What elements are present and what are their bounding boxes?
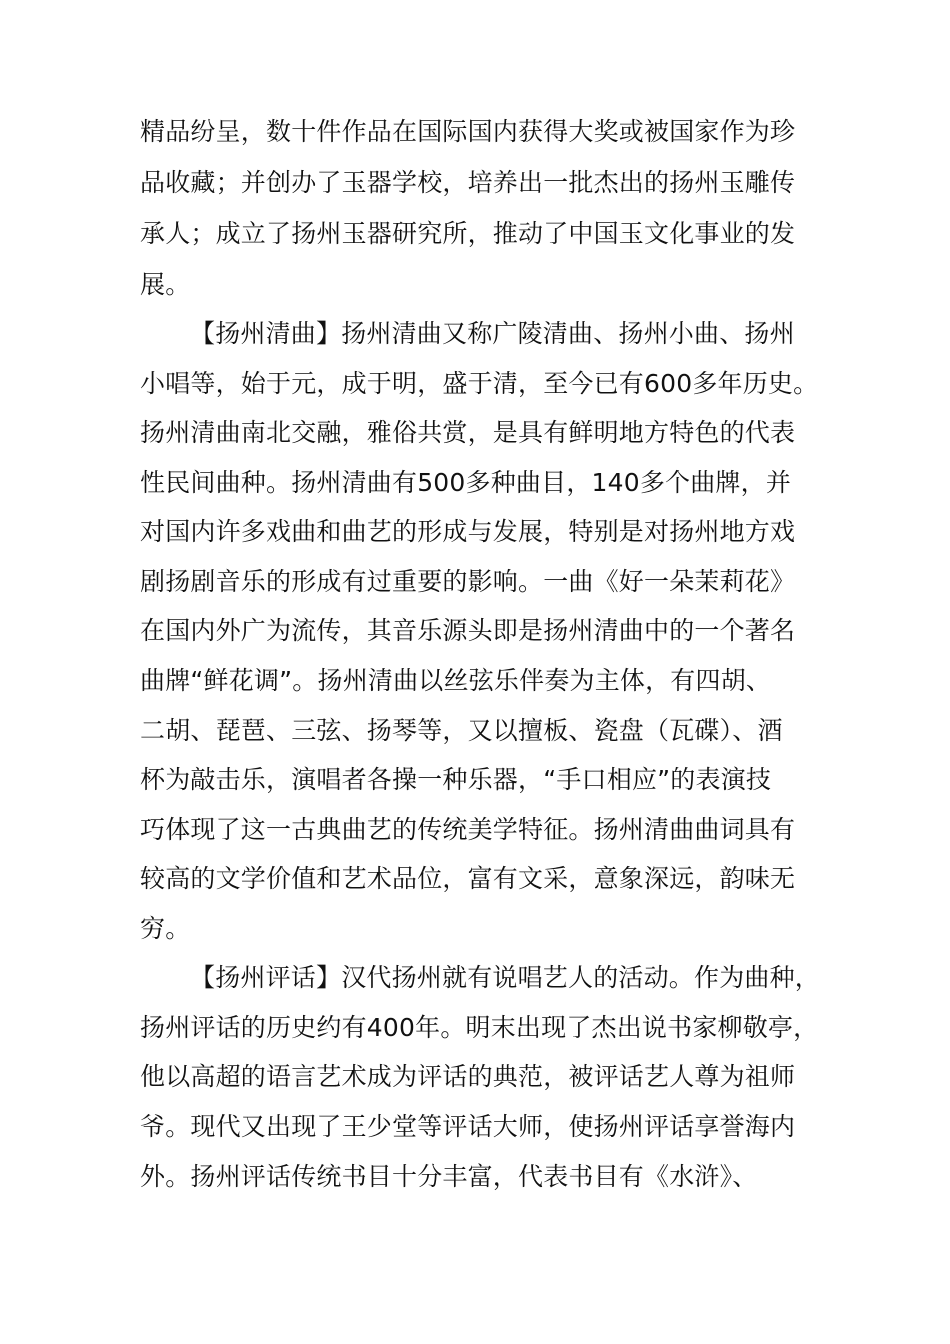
text-line: 较高的文学价值和艺术品位，富有文采，意象深远，韵味无 (140, 864, 796, 893)
text-line: 他以高超的语言艺术成为评话的典范，被评话艺人尊为祖师 (140, 1062, 796, 1091)
text-line: 展。 (140, 270, 191, 299)
text-line: 承人；成立了扬州玉器研究所，推动了中国玉文化事业的发 (140, 219, 796, 248)
text-line: 外。扬州评话传统书目十分丰富，代表书目有《水浒》、 (140, 1162, 758, 1191)
text-line: 精品纷呈，数十件作品在国际国内获得大奖或被国家作为珍 (140, 117, 796, 146)
text-line: 小唱等，始于元，成于明，盛于清，至今已有600多年历史。 (140, 369, 819, 398)
text-line: 二胡、琵琶、三弦、扬琴等，又以擅板、瓷盘（瓦碟）、酒 (140, 716, 783, 745)
section-heading-line: 【扬州评话】汉代扬州就有说唱艺人的活动。作为曲种， (190, 963, 821, 992)
text-line: 性民间曲种。扬州清曲有500多种曲目，140多个曲牌，并 (140, 468, 792, 497)
text-line: 在国内外广为流传，其音乐源头即是扬州清曲中的一个著名 (140, 616, 796, 645)
text-line: 扬州清曲南北交融，雅俗共赏，是具有鲜明地方特色的代表 (140, 418, 796, 447)
text-line: 剧扬剧音乐的形成有过重要的影响。一曲《好一朵茉莉花》 (140, 567, 796, 596)
text-line: 杯为敲击乐，演唱者各操一种乐器，“手口相应”的表演技 (140, 765, 772, 794)
text-line: 穷。 (140, 914, 191, 943)
text-line: 曲牌“鲜花调”。扬州清曲以丝弦乐伴奏为主体，有四胡、 (140, 666, 772, 695)
text-line: 品收藏；并创办了玉器学校，培养出一批杰出的扬州玉雕传 (140, 168, 796, 197)
text-line: 爷。现代又出现了王少堂等评话大师，使扬州评话享誉海内 (140, 1112, 796, 1141)
section-heading-line: 【扬州清曲】扬州清曲又称广陵清曲、扬州小曲、扬州 (190, 319, 795, 348)
text-line: 扬州评话的历史约有400年。明末出现了杰出说书家柳敬亭， (140, 1013, 819, 1042)
text-line: 巧体现了这一古典曲艺的传统美学特征。扬州清曲曲词具有 (140, 815, 796, 844)
text-line: 对国内许多戏曲和曲艺的形成与发展，特别是对扬州地方戏 (140, 517, 796, 546)
